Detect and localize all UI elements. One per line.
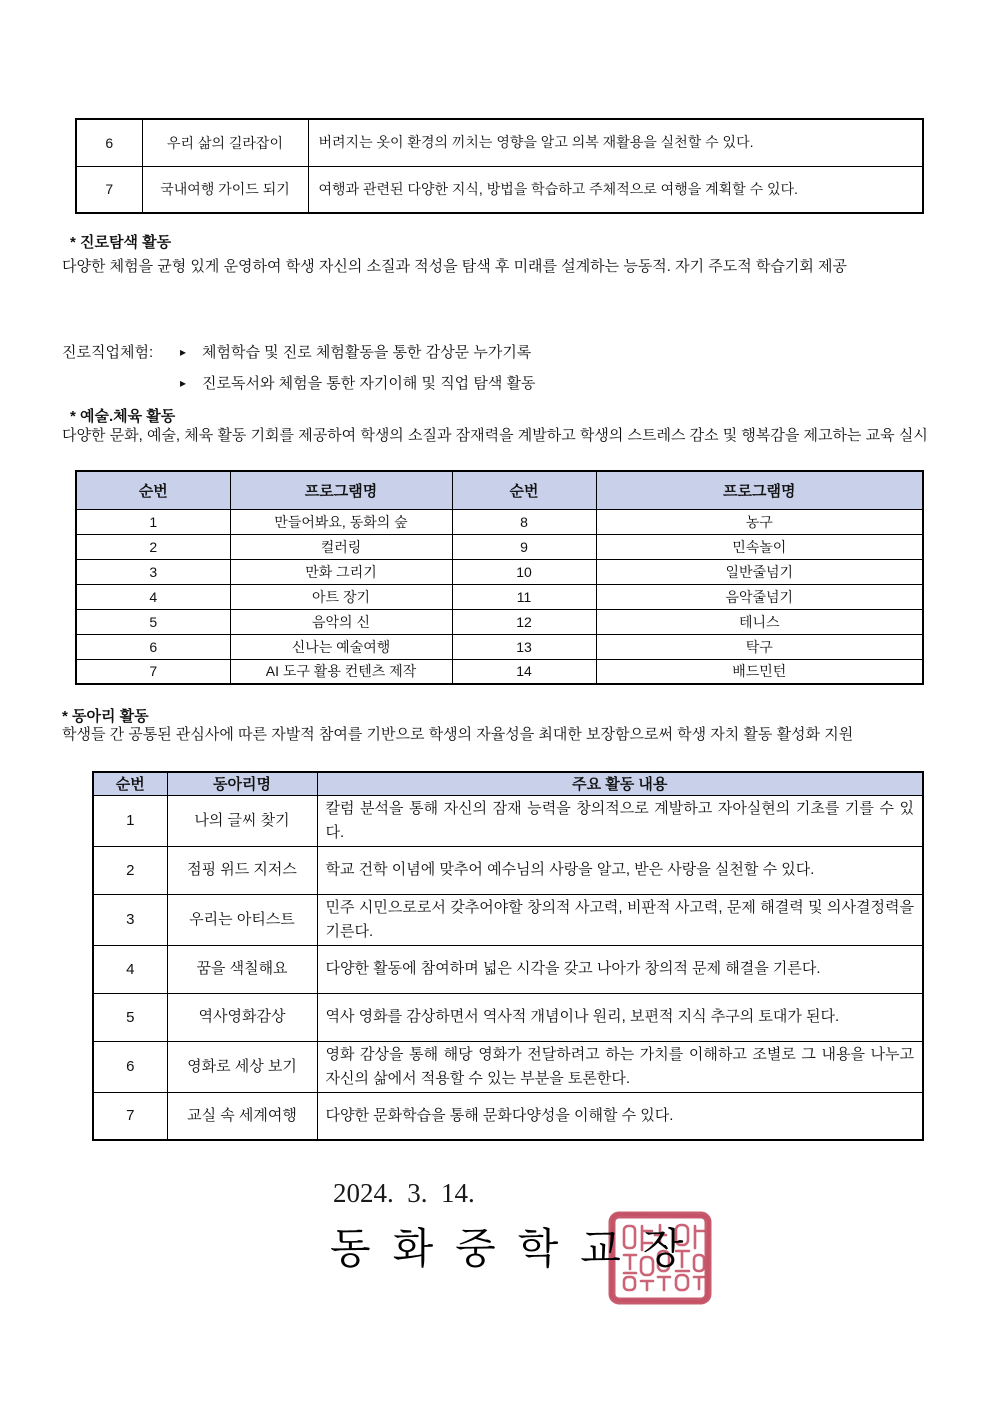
program-no: 3	[76, 559, 230, 584]
table-row	[93, 795, 923, 846]
program-name: 아트 장기	[230, 584, 452, 609]
career-section-body: 다양한 체험을 균형 있게 운영하여 학생 자신의 소질과 적성을 탐색 후 미래를 설계하는 능동적. 자기 주도적 학습기회 제공	[62, 258, 848, 275]
program-no: 5	[76, 609, 230, 634]
program-name: 컬러링	[230, 534, 452, 559]
club-no: 4	[93, 945, 167, 993]
club-no: 2	[93, 846, 167, 894]
club-desc: 다양한 문화학습을 통해 문화다양성을 이해할 수 있다.	[317, 1092, 923, 1140]
arts-programs-table	[75, 470, 924, 685]
program-name: 국내여행 가이드 되기	[142, 166, 308, 213]
program-name: 농구	[596, 509, 923, 534]
club-no: 6	[93, 1041, 167, 1092]
issue-date: 2024. 3. 14.	[333, 1178, 475, 1208]
program-name: 테니스	[596, 609, 923, 634]
table-row	[76, 166, 923, 213]
club-table	[92, 771, 924, 1141]
program-no: 6	[76, 634, 230, 659]
club-desc: 영화 감상을 통해 해당 영화가 전달하려고 하는 가치를 이해하고 조별로 그 내용을 나누고 자신의 삶에서 적용할 수 있는 부분을 토론한다.	[317, 1041, 923, 1092]
club-name: 영화로 세상 보기	[167, 1041, 317, 1092]
program-name: 배드민턴	[596, 659, 923, 684]
club-name: 점핑 위드 지저스	[167, 846, 317, 894]
row-number: 6	[76, 119, 142, 166]
table-row	[76, 559, 923, 584]
column-header: 프로그램명	[596, 471, 923, 509]
club-name: 우리는 아티스트	[167, 894, 317, 945]
club-section-heading: * 동아리 활동	[62, 708, 149, 725]
table-header-row	[76, 471, 923, 509]
program-goal: 버려지는 옷이 환경의 끼치는 영향을 알고 의복 재활용을 실천할 수 있다.	[308, 119, 923, 166]
program-no: 14	[452, 659, 596, 684]
career-experience-line	[62, 368, 932, 399]
program-no: 11	[452, 584, 596, 609]
club-name: 역사영화감상	[167, 993, 317, 1041]
column-header: 순번	[452, 471, 596, 509]
program-name: 음악줄넘기	[596, 584, 923, 609]
table-row	[93, 993, 923, 1041]
triangle-bullet-icon: ▸	[180, 376, 187, 390]
program-no: 4	[76, 584, 230, 609]
row-number: 7	[76, 166, 142, 213]
program-name: 일반줄넘기	[596, 559, 923, 584]
table-row	[76, 634, 923, 659]
program-name: 신나는 예술여행	[230, 634, 452, 659]
program-name: AI 도구 활용 컨텐츠 제작	[230, 659, 452, 684]
table-row	[76, 609, 923, 634]
table-row	[76, 659, 923, 684]
program-name: 탁구	[596, 634, 923, 659]
principal-signature: 동화중학교장	[330, 1227, 706, 1273]
program-name: 만들어봐요, 동화의 숲	[230, 509, 452, 534]
club-no: 7	[93, 1092, 167, 1140]
program-no: 7	[76, 659, 230, 684]
club-desc: 칼럼 분석을 통해 자신의 잠재 능력을 창의적으로 계발하고 자아실현의 기초를 기를 수 있다.	[317, 795, 923, 846]
career-experience-label: 진로직업체험:	[62, 344, 154, 361]
program-no: 1	[76, 509, 230, 534]
club-name: 꿈을 색칠해요	[167, 945, 317, 993]
column-header: 순번	[76, 471, 230, 509]
career-bullet-text: 체험학습 및 진로 체험활동을 통한 감상문 누가기록	[202, 344, 532, 361]
table-row	[76, 119, 923, 166]
career-experience-block	[62, 337, 932, 399]
club-desc: 민주 시민으로로서 갖추어야할 창의적 사고력, 비판적 사고력, 문제 해결력 및 의사결정력을 기른다.	[317, 894, 923, 945]
club-name: 교실 속 세계여행	[167, 1092, 317, 1140]
table-row	[76, 509, 923, 534]
program-name: 만화 그리기	[230, 559, 452, 584]
program-name: 음악의 신	[230, 609, 452, 634]
club-name: 나의 글씨 찾기	[167, 795, 317, 846]
club-no: 5	[93, 993, 167, 1041]
career-experience-line	[62, 337, 932, 368]
column-header: 동아리명	[167, 772, 317, 795]
career-section-heading: * 진로탐색 활동	[70, 234, 172, 251]
career-bullet-text: 진로독서와 체험을 통한 자기이해 및 직업 탐색 활동	[202, 375, 536, 392]
table-row	[93, 945, 923, 993]
program-goal: 여행과 관련된 다양한 지식, 방법을 학습하고 주체적으로 여행을 계획할 수 있다.	[308, 166, 923, 213]
column-header: 순번	[93, 772, 167, 795]
table-header-row	[93, 772, 923, 795]
club-no: 3	[93, 894, 167, 945]
table-row	[93, 846, 923, 894]
program-no: 10	[452, 559, 596, 584]
table-row	[93, 894, 923, 945]
club-no: 1	[93, 795, 167, 846]
table-row	[93, 1041, 923, 1092]
table-row	[76, 534, 923, 559]
club-desc: 다양한 활동에 참여하며 넓은 시각을 갖고 나아가 창의적 문제 해결을 기른다.	[317, 945, 923, 993]
table-row	[93, 1092, 923, 1140]
club-desc: 학교 건학 이념에 맞추어 예수님의 사랑을 알고, 받은 사랑을 실천할 수 있다.	[317, 846, 923, 894]
program-no: 2	[76, 534, 230, 559]
club-desc: 역사 영화를 감상하면서 역사적 개념이나 원리, 보편적 지식 추구의 토대가 된다.	[317, 993, 923, 1041]
program-no: 9	[452, 534, 596, 559]
arts-section-heading: * 예술.체육 활동	[70, 408, 176, 425]
program-name: 민속놀이	[596, 534, 923, 559]
club-section-body: 학생들 간 공통된 관심사에 따른 자발적 참여를 기반으로 학생의 자율성을 최대한 보장함으로써 학생 자치 활동 활성화 지원	[62, 726, 854, 743]
goals-table	[75, 118, 924, 214]
column-header: 주요 활동 내용	[317, 772, 923, 795]
program-no: 13	[452, 634, 596, 659]
column-header: 프로그램명	[230, 471, 452, 509]
program-no: 12	[452, 609, 596, 634]
triangle-bullet-icon: ▸	[180, 345, 187, 359]
program-no: 8	[452, 509, 596, 534]
program-name: 우리 삶의 길라잡이	[142, 119, 308, 166]
table-row	[76, 584, 923, 609]
arts-section-body: 다양한 문화, 예술, 체육 활동 기회를 제공하여 학생의 소질과 잠재력을 계발하고 학생의 스트레스 감소 및 행복감을 제고하는 교육 실시	[62, 427, 928, 444]
